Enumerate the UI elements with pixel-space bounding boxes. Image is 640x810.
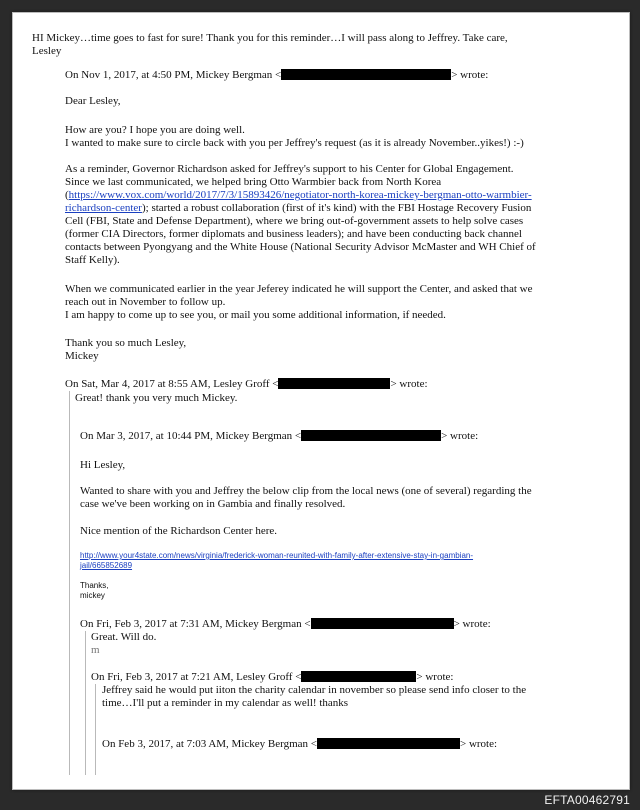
closing: Thank you so much Lesley,: [65, 337, 187, 349]
header-suffix: > wrote:: [390, 378, 428, 390]
body-text: When we communicated earlier in the year Jeferey indicated he will support the Center, and asked that we: [65, 283, 533, 295]
redacted-email: [301, 671, 416, 682]
body-text: Nice mention of the Richardson Center here.: [80, 525, 278, 537]
body-text: Cell (FBI, State and Defense Department), where we bring out-of-government assets to help solve cases: [65, 215, 524, 227]
header-suffix: > wrote:: [459, 738, 498, 750]
news-link-line: [80, 551, 473, 561]
body-text: reach out in November to follow up.: [65, 296, 226, 308]
header-prefix: On Feb 3, 2017, at 7:03 AM, Mickey Bergman <: [102, 738, 317, 750]
vox-article-link-cont[interactable]: richardson-center: [65, 202, 142, 214]
news-article-link-cont[interactable]: jail/665852689: [80, 561, 133, 570]
reply-text: Jeffrey said he would put iiton the charity calendar in november so please send info closer to the: [102, 684, 527, 696]
body-text: [65, 202, 531, 215]
vox-article-link[interactable]: https://www.vox.com/world/2017/7/3/15893426/negotiator-north-korea-mickey-bergman-otto-warmbier-: [68, 189, 532, 201]
body-text: contacts between Pyongyang and the White House (National Security Advisor McMaster and WH Chief of: [65, 241, 536, 253]
body-text: How are you? I hope you are doing well.: [65, 124, 245, 136]
header-suffix: > wrote:: [416, 671, 454, 683]
header-prefix: On Sat, Mar 4, 2017 at 8:55 AM, Lesley Groff <: [65, 378, 279, 390]
reply-text: Great! thank you very much Mickey.: [75, 392, 238, 404]
quote-bar: [95, 684, 96, 775]
paren: (: [65, 189, 69, 201]
body-text: [65, 189, 532, 202]
redacted-email: [301, 430, 441, 441]
news-article-link[interactable]: http://www.your4state.com/news/virginia/frederick-woman-reunited-with-family-after-extensive-stay-in-gambian-: [80, 551, 474, 560]
redacted-email: [278, 378, 390, 389]
document-page: [12, 12, 630, 790]
quote-bar: [69, 391, 70, 775]
body-text-after-link: ); started a robust collaboration (first of it's kind) with the FBI Hostage Recovery Fusion: [141, 202, 532, 214]
header-prefix: On Fri, Feb 3, 2017 at 7:21 AM, Lesley Groff <: [91, 671, 302, 683]
reply-text: HI Mickey…time goes to fast for sure! Thank you for this reminder…I will pass along to Jeffrey. Take care,: [32, 32, 508, 44]
reply-text: Lesley: [32, 45, 62, 57]
signature: Mickey: [65, 350, 99, 362]
header-suffix: > wrote:: [441, 430, 479, 442]
header-suffix: > wrote:: [451, 69, 489, 81]
header-suffix: > wrote:: [453, 618, 491, 630]
redacted-email: [317, 738, 460, 749]
body-text: As a reminder, Governor Richardson asked for Jeffrey's support to his Center for Global Engagement.: [65, 163, 514, 175]
signoff: Thanks,: [80, 581, 109, 590]
email-header: [80, 430, 478, 443]
body-text: I wanted to make sure to circle back with you per Jeffrey's request (as it is already November..yikes!) :-): [65, 137, 524, 149]
body-text: Staff Kelly).: [65, 254, 120, 266]
header-prefix: On Nov 1, 2017, at 4:50 PM, Mickey Bergman <: [65, 69, 282, 81]
email-thread: [13, 13, 629, 789]
reply-text: Great. Will do.: [91, 631, 157, 643]
reply-text: time…I'll put a reminder in my calendar as well! thanks: [102, 697, 349, 709]
news-link-line: [80, 561, 132, 571]
quote-bar: [85, 631, 86, 775]
redacted-email: [311, 618, 454, 629]
body-text: (former CIA Directors, former diplomats and business leaders); and have been conducting back channel: [65, 228, 522, 240]
email-header: [80, 618, 491, 631]
greeting: Dear Lesley,: [65, 95, 121, 107]
signoff: mickey: [80, 591, 105, 600]
email-header: [65, 69, 488, 82]
redacted-email: [281, 69, 451, 80]
email-header: [65, 378, 428, 391]
greeting: Hi Lesley,: [80, 459, 126, 471]
body-text: Since we last communicated, we helped bring Otto Warmbier back from North Korea: [65, 176, 442, 188]
body-text: I am happy to come up to see you, or mail you some additional information, if needed.: [65, 309, 446, 321]
header-prefix: On Mar 3, 2017, at 10:44 PM, Mickey Bergman <: [80, 430, 302, 442]
body-text: case we've been working on in Gambia and finally resolved.: [80, 498, 346, 510]
document-id: EFTA00462791: [544, 793, 630, 807]
email-header: [102, 738, 497, 751]
header-prefix: On Fri, Feb 3, 2017 at 7:31 AM, Mickey Bergman <: [80, 618, 311, 630]
body-text: Wanted to share with you and Jeffrey the below clip from the local news (one of several) regarding the: [80, 485, 532, 497]
reply-initial: m: [91, 644, 100, 656]
email-header: [91, 671, 453, 684]
